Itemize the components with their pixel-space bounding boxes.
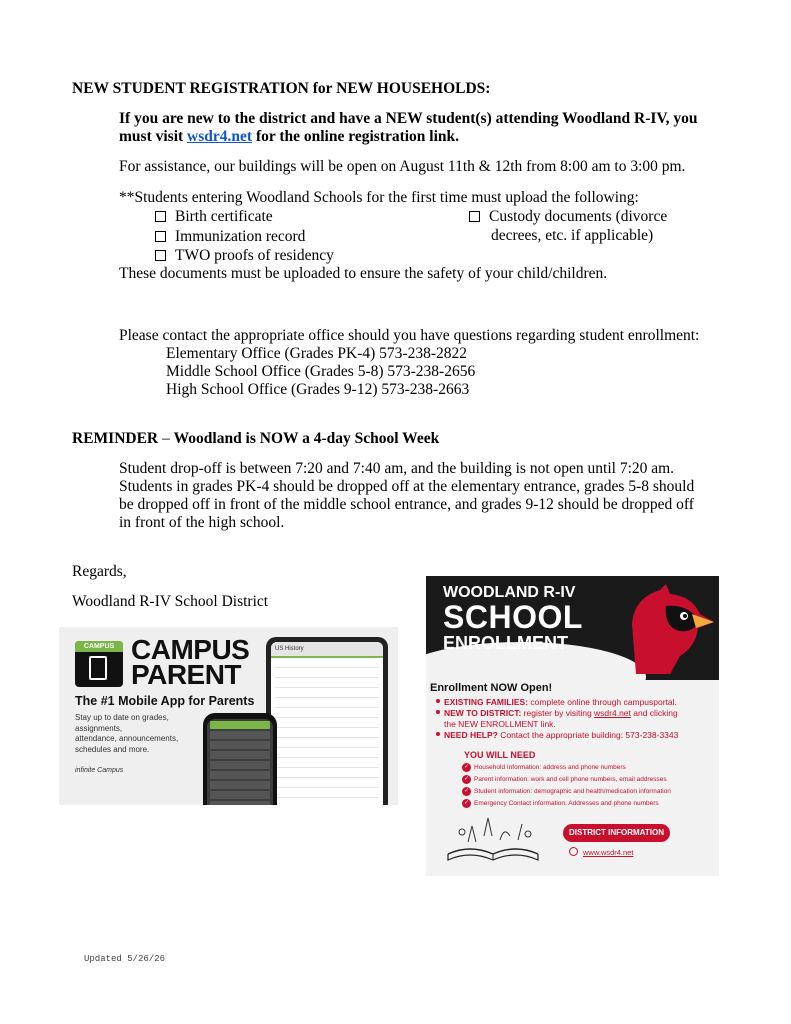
tablet-row [275,718,379,728]
globe-icon [569,847,578,856]
campus-p-icon [89,656,107,680]
flyer-title-school: SCHOOL [443,599,583,635]
contact-intro: Please contact the appropriate office should you have questions regarding student enrollment: [119,327,700,344]
upload-note: These documents must be uploaded to ensure the safety of your child/children. [119,265,608,282]
enrollment-open-title: Enrollment NOW Open! [430,682,553,694]
checklist-item [155,207,273,226]
checklist-item-label: Birth certificate [175,208,273,225]
tablet-row [275,678,379,688]
new-district-item [436,708,678,719]
need-item-text: Household Information: address and phone numbers [474,764,626,771]
need-item [463,776,667,783]
need-item [463,788,671,795]
district-website-text: www.wsdr4.net [583,848,634,857]
campus-description: Stay up to date on grades, assignments, attendance, announcements, schedules and more. [75,713,179,754]
campus-tagline: The #1 Mobile App for Parents [75,694,255,708]
tablet-row [275,778,379,788]
check-circle-icon: ✓ [463,800,470,806]
existing-label: EXISTING FAMILIES: [444,697,529,707]
check-circle-icon: ✓ [463,776,470,782]
dropoff-line: be dropped off in front of the middle school entrance, and grades 9-12 should be dropped off [119,496,694,513]
tablet-row [275,708,379,718]
tablet-screen [271,642,383,805]
check-circle-icon: ✓ [463,764,470,770]
tablet-row [275,788,379,798]
intro-line-2 [119,127,459,146]
regards: Regards, [72,563,127,580]
district-website-link[interactable] [583,848,633,857]
checklist-item-label: Immunization record [175,228,306,245]
new-text-pre: register by visiting [521,708,595,718]
flyer-link[interactable]: wsdr4.net [594,708,631,718]
need-item-text: Student information: demographic and health/medication information [474,788,671,795]
updated-footer: Updated 5/26/26 [84,954,166,964]
campus-logo [75,641,123,687]
reminder-text: Woodland is NOW a 4-day School Week [173,430,440,447]
campus-parent-banner [59,627,398,805]
reminder-heading [72,429,439,448]
upload-intro: **Students entering Woodland Schools for the first time must upload the following: [119,189,639,206]
phone-row [210,741,270,749]
tablet-row [275,748,379,758]
phone-row [210,721,270,729]
checkbox-icon [155,231,166,242]
section-heading-registration: NEW STUDENT REGISTRATION for NEW HOUSEHOLDS: [72,80,491,97]
check-circle-icon: ✓ [463,788,470,794]
tablet-row [275,768,379,778]
open-book-icon [438,806,548,866]
new-label: NEW TO DISTRICT: [444,708,522,718]
checkbox-icon [155,250,166,261]
intro-line-2-pre: must visit [119,128,188,145]
flyer-title-enrollment: ENROLLMENT [443,633,568,653]
phone-row [210,781,270,789]
office-middle: Middle School Office (Grades 5-8) 573-238-2656 [166,363,476,380]
bullet-icon [436,710,440,714]
office-high: High School Office (Grades 9-12) 573-238-2663 [166,381,470,398]
dropoff-line: Students in grades PK-4 should be dropped off at the elementary entrance, grades 5-8 should [119,478,695,495]
checkbox-icon [155,211,166,222]
tablet-row [275,698,379,708]
checklist-item-label: TWO proofs of residency [175,247,334,264]
intro-line-2-post: for the online registration link. [252,128,460,145]
need-item-text: Parent information: work and cell phone numbers, email addresses [474,776,667,783]
campus-parent-title: CAMPUS PARENT [131,634,250,690]
tablet-row [275,668,379,678]
tablet-row [275,688,379,698]
help-label: NEED HELP? [444,730,498,740]
phone-row [210,731,270,739]
bullet-icon [436,732,440,736]
signature: Woodland R-IV School District [72,593,269,610]
need-item-text: Emergency Contact information: Addresses and phone numbers [474,800,659,807]
registration-link[interactable]: wsdr4.net [187,128,253,145]
new-district-line-2: the NEW ENROLLMENT link. [444,719,556,729]
need-help-item [436,730,678,741]
existing-text: complete online through campusportal. [528,697,677,707]
tablet-row [275,798,379,805]
phone-row [210,751,270,759]
phone-row [210,771,270,779]
cardinal-mascot-icon [626,584,714,674]
new-text-post: and clicking [630,708,678,718]
office-elementary: Elementary Office (Grades PK-4) 573-238-2822 [166,345,468,362]
flyer-title-district: WOODLAND R-IV [443,584,576,601]
dropoff-line: in front of the high school. [119,514,285,531]
dropoff-line: Student drop-off is between 7:20 and 7:40 am, and the building is not open until 7:20 am. [119,460,675,477]
enrollment-flyer [426,576,719,876]
district-information-button[interactable]: DISTRICT INFORMATION [563,824,670,842]
phone-row [210,761,270,769]
custody-line-1: Custody documents (divorce [489,208,668,225]
phone-image [203,713,277,805]
you-will-need-title: YOU WILL NEED [464,750,536,760]
phone-row [210,791,270,799]
reminder-dash: – [158,430,174,447]
bullet-icon [436,699,440,703]
tablet-header: US History [271,642,383,658]
phone-screen [207,719,273,805]
intro-line-1: If you are new to the district and have a NEW student(s) attending Woodland R-IV, you [119,110,698,127]
checklist-item-custody [469,207,667,226]
checkbox-icon [469,211,480,222]
assistance-text: For assistance, our buildings will be open on August 11th & 12th from 8:00 am to 3:00 pm. [119,158,686,175]
reminder-label: REMINDER [72,430,159,447]
tablet-row [275,738,379,748]
tablet-row [275,758,379,768]
checklist-item [155,246,334,265]
campus-logo-label: CAMPUS [75,641,123,652]
help-text: Contact the appropriate building: 573-238-3343 [497,730,679,740]
tablet-image [266,637,388,805]
need-item [463,764,626,771]
tablet-row [275,658,379,668]
phone-row [210,801,270,805]
existing-families-item [436,697,677,708]
tablet-row [275,728,379,738]
infinite-campus-logo: infinite Campus [75,767,124,774]
custody-line-2: decrees, etc. if applicable) [491,227,654,244]
checklist-item [155,227,305,246]
